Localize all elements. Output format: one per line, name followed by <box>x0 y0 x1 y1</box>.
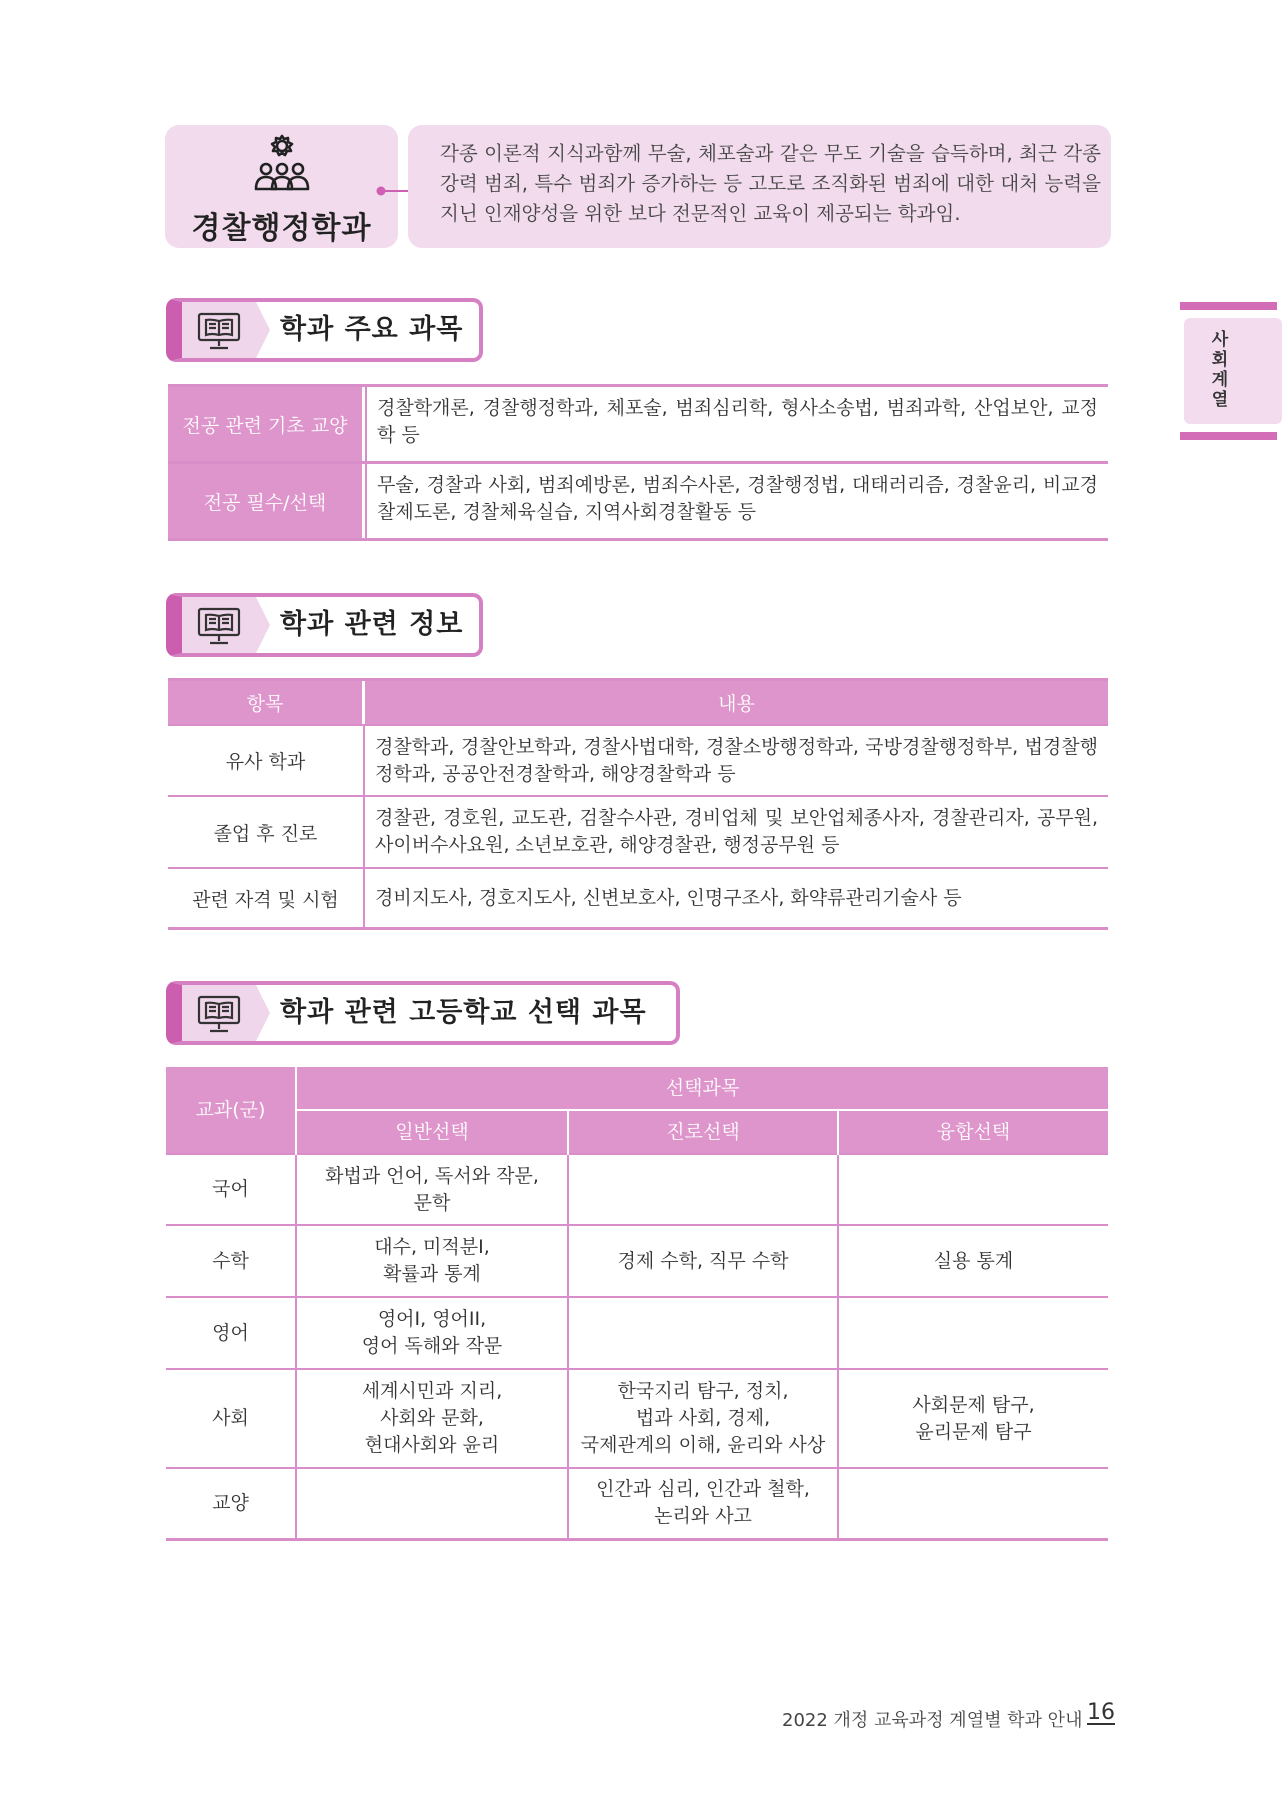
table-row <box>168 387 1108 464</box>
section-title: 학과 관련 고등학교 선택 과목 <box>280 997 647 1028</box>
cell-line: 세계시민과 지리, <box>361 1380 503 1402</box>
cell-line: 논리와 사고 <box>654 1505 752 1528</box>
cell-line: 법과 사회, 경제, <box>635 1407 771 1429</box>
dept-info-table <box>168 678 1108 930</box>
header-general: 일반선택 <box>296 1110 568 1154</box>
header-convergence: 융합선택 <box>838 1110 1108 1154</box>
row-content: 경찰관, 경호원, 교도관, 검찰수사관, 경비업체 및 보안업체종사자, 경찰관리자, 공무원, 사이버수사요원, 소년보호관, 해양경찰관, 행정공무원 등 <box>375 807 1098 856</box>
cell-line: 사회와 문화, <box>380 1407 484 1429</box>
side-tab-bottom-bar <box>1180 432 1277 440</box>
side-tab-char: 회 <box>1211 350 1229 370</box>
table-row <box>168 724 1108 795</box>
cell-line: 윤리문제 탐구 <box>915 1420 1032 1443</box>
cell-line: 한국지리 탐구, 정치, <box>617 1380 789 1402</box>
section-icon-box <box>182 597 256 653</box>
side-tab <box>1184 318 1282 424</box>
subject-cell: 국어 <box>166 1154 296 1225</box>
header-career: 진로선택 <box>568 1110 838 1154</box>
cell-line: 사회문제 탐구, <box>912 1393 1035 1416</box>
side-tab-char: 사 <box>1211 330 1229 350</box>
row-content: 경찰학개론, 경찰행정학과, 체포술, 범죄심리학, 형사소송법, 범죄과학, 산업보안, 교정학 등 <box>365 387 1108 461</box>
subject-cell: 교양 <box>166 1468 296 1539</box>
cell-line: 경제 수학, 직무 수학 <box>617 1249 789 1272</box>
header-subject-group: 교과(군) <box>166 1067 296 1154</box>
department-card <box>165 125 398 248</box>
row-content: 무술, 경찰과 사회, 범죄예방론, 범죄수사론, 경찰행정법, 대태러리즘, 경찰윤리, 비교경찰제도론, 경찰체육실습, 지역사회경찰활동 등 <box>365 464 1108 538</box>
general-cell <box>296 1154 568 1225</box>
cell-line: 영어I, 영어II, <box>377 1308 487 1330</box>
table-row <box>166 1154 1108 1225</box>
section-arrow <box>256 597 270 653</box>
footer-text: 2022 개정 교육과정 계열별 학과 안내 <box>782 1710 1083 1731</box>
header-item: 항목 <box>168 681 365 724</box>
career-cell <box>568 1369 838 1468</box>
row-label: 졸업 후 진로 <box>168 797 365 867</box>
description-card <box>408 125 1111 248</box>
general-cell <box>296 1369 568 1468</box>
career-cell <box>568 1297 838 1369</box>
convergence-cell <box>838 1154 1108 1225</box>
cell-line: 영어 독해와 작문 <box>361 1335 503 1357</box>
section-header-dept-info <box>166 593 483 657</box>
table-row <box>168 464 1108 541</box>
department-description: 각종 이론적 지식과함께 무술, 체포술과 같은 무도 기술을 습득하며, 최근 각종 강력 범죄, 특수 범죄가 증가하는 등 고도로 조직화된 범죄에 대한 대처 능력을 지닌 인재양성을 위한 보다 전문적인 교육이 제공되는 학과임. <box>440 142 1101 225</box>
convergence-cell <box>838 1468 1108 1539</box>
career-cell <box>568 1154 838 1225</box>
header-elective: 선택과목 <box>296 1067 1108 1110</box>
section-header-major-courses <box>166 298 483 362</box>
cell-line: 화법과 언어, 독서와 작문, <box>325 1164 539 1187</box>
monitor-book-icon <box>196 606 242 646</box>
convergence-cell <box>838 1369 1108 1468</box>
section-title: 학과 주요 과목 <box>280 314 464 345</box>
people-gear-icon <box>251 133 313 195</box>
section-header-hs-electives <box>166 981 680 1045</box>
cell-line: 문학 <box>413 1191 451 1214</box>
general-cell <box>296 1225 568 1297</box>
cell-line: 실용 통계 <box>933 1249 1014 1272</box>
header-content: 내용 <box>718 693 755 715</box>
side-tab-char: 열 <box>1211 390 1229 410</box>
department-name: 경찰행정학과 <box>191 211 372 246</box>
table-row <box>166 1297 1108 1369</box>
hs-electives-table <box>166 1067 1108 1541</box>
row-label: 전공 필수/선택 <box>168 464 365 538</box>
page-number: 16 <box>1087 1700 1115 1725</box>
side-tab-label <box>1210 330 1230 410</box>
monitor-book-icon <box>196 311 242 351</box>
career-cell <box>568 1225 838 1297</box>
table-header <box>168 681 1108 724</box>
cell-line: 현대사회와 윤리 <box>364 1434 500 1456</box>
row-content: 경비지도사, 경호지도사, 신변보호사, 인명구조사, 화약류관리기술사 등 <box>375 886 962 909</box>
section-icon-box <box>182 985 256 1041</box>
row-label: 유사 학과 <box>168 726 365 795</box>
table-row <box>166 1468 1108 1539</box>
side-tab-char: 계 <box>1211 370 1229 390</box>
general-cell <box>296 1297 568 1369</box>
section-title: 학과 관련 정보 <box>280 609 464 640</box>
section-arrow <box>256 985 270 1041</box>
table-row <box>166 1369 1108 1468</box>
row-label: 전공 관련 기초 교양 <box>168 387 365 461</box>
convergence-cell <box>838 1297 1108 1369</box>
side-tab-top-bar <box>1180 302 1277 310</box>
subject-cell: 사회 <box>166 1369 296 1468</box>
cell-line: 인간과 심리, 인간과 철학, <box>596 1478 810 1501</box>
general-cell <box>296 1468 568 1539</box>
subject-cell: 수학 <box>166 1225 296 1297</box>
cell-line: 국제관계의 이해, 윤리와 사상 <box>580 1434 826 1456</box>
row-label: 관련 자격 및 시험 <box>168 869 365 927</box>
section-icon-box <box>182 302 256 358</box>
monitor-book-icon <box>196 994 242 1034</box>
table-header-row <box>166 1110 1108 1154</box>
subject-cell: 영어 <box>166 1297 296 1369</box>
table-header-row <box>166 1067 1108 1110</box>
row-content: 경찰학과, 경찰안보학과, 경찰사법대학, 경찰소방행정학과, 국방경찰행정학부, 법경찰행정학과, 공공안전경찰학과, 해양경찰학과 등 <box>375 735 1098 785</box>
cell-line: 대수, 미적분I, <box>374 1236 490 1258</box>
table-row <box>168 795 1108 867</box>
major-courses-table <box>168 384 1108 541</box>
table-row <box>168 867 1108 930</box>
section-arrow <box>256 302 270 358</box>
career-cell <box>568 1468 838 1539</box>
convergence-cell <box>838 1225 1108 1297</box>
cell-line: 확률과 통계 <box>383 1263 481 1285</box>
table-row <box>166 1225 1108 1297</box>
